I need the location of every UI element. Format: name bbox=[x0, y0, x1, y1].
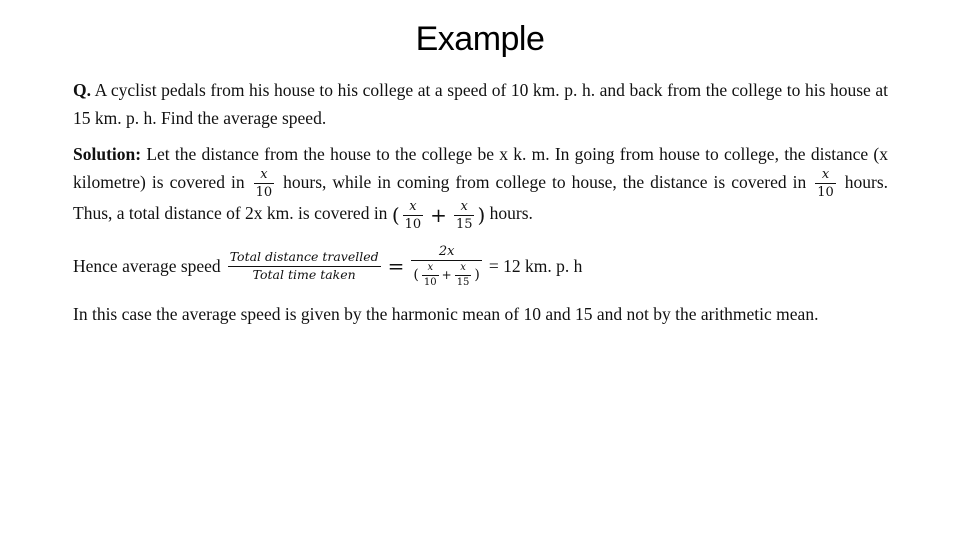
question-paragraph bbox=[73, 76, 888, 132]
fraction-x-over-15-sum: $\frac{x}{15}$ bbox=[455, 198, 473, 232]
solution-line2-end: hours. Thus, a total distance of 2x km. is covered in bbox=[73, 172, 889, 224]
fraction-2x-over-sum: 2x ( $\frac{x}{10}$ + $\frac{x}{15}$ ) bbox=[413, 243, 480, 288]
solution-line1-end: hours, while in coming from college to house, the distance is covered in bbox=[283, 172, 807, 192]
question-text: A cyclist pedals from his house to his college at a speed of 10 km. p. h. and back from the college to his house at 15 km. p. h. Find the average speed. bbox=[73, 80, 888, 128]
average-prefix: Hence average speed bbox=[73, 256, 221, 277]
solution-line2-tail: hours. bbox=[489, 203, 533, 224]
fraction-x-over-10-return: $\frac{x}{10}$ bbox=[817, 167, 834, 201]
fraction-x-over-10-sum: $\frac{x}{10}$ bbox=[404, 198, 422, 232]
average-speed-formula: Hence average speed $\frac{\text{Total distance travelled}}{\text{Total time taken}}$ = 2x ( $\frac{x}{10}$ + $\frac{x}{15}$ ) = 12 km. p. h bbox=[73, 243, 583, 288]
solution-line1: Let the distance from the house to the college be x k. m. In going from house to college, the distance (x kilometre) is covered in bbox=[73, 144, 889, 192]
slide-body bbox=[73, 76, 888, 328]
solution-paragraph: Solution: Let the distance from the house to the college be x k. m. In going from house to college, the distance (x kilometre) is covered in $\frac{x}{10}$ hours, while in coming from college to house, the distance is covered in $\frac{x}{10}$ hours. Thus, a total distance of 2x km. is covered in ( $\frac{x}{10}$ + $\frac{x}{15}$ ) hours. bbox=[73, 144, 889, 232]
fraction-distance-over-time: $\frac{\text{Total distance travelled}}{\text{Total time taken}}$ bbox=[229, 249, 379, 282]
solution-label: Solution: bbox=[73, 144, 142, 164]
slide-title: Example bbox=[415, 20, 545, 58]
conclusion-paragraph: In this case the average speed is given by the harmonic mean of 10 and 15 and not by the arithmetic mean. bbox=[73, 303, 819, 324]
fraction-x-over-10: $\frac{x}{10}$ bbox=[255, 167, 273, 201]
average-result: = 12 km. p. h bbox=[488, 256, 583, 277]
question-label: Q. bbox=[73, 80, 91, 100]
